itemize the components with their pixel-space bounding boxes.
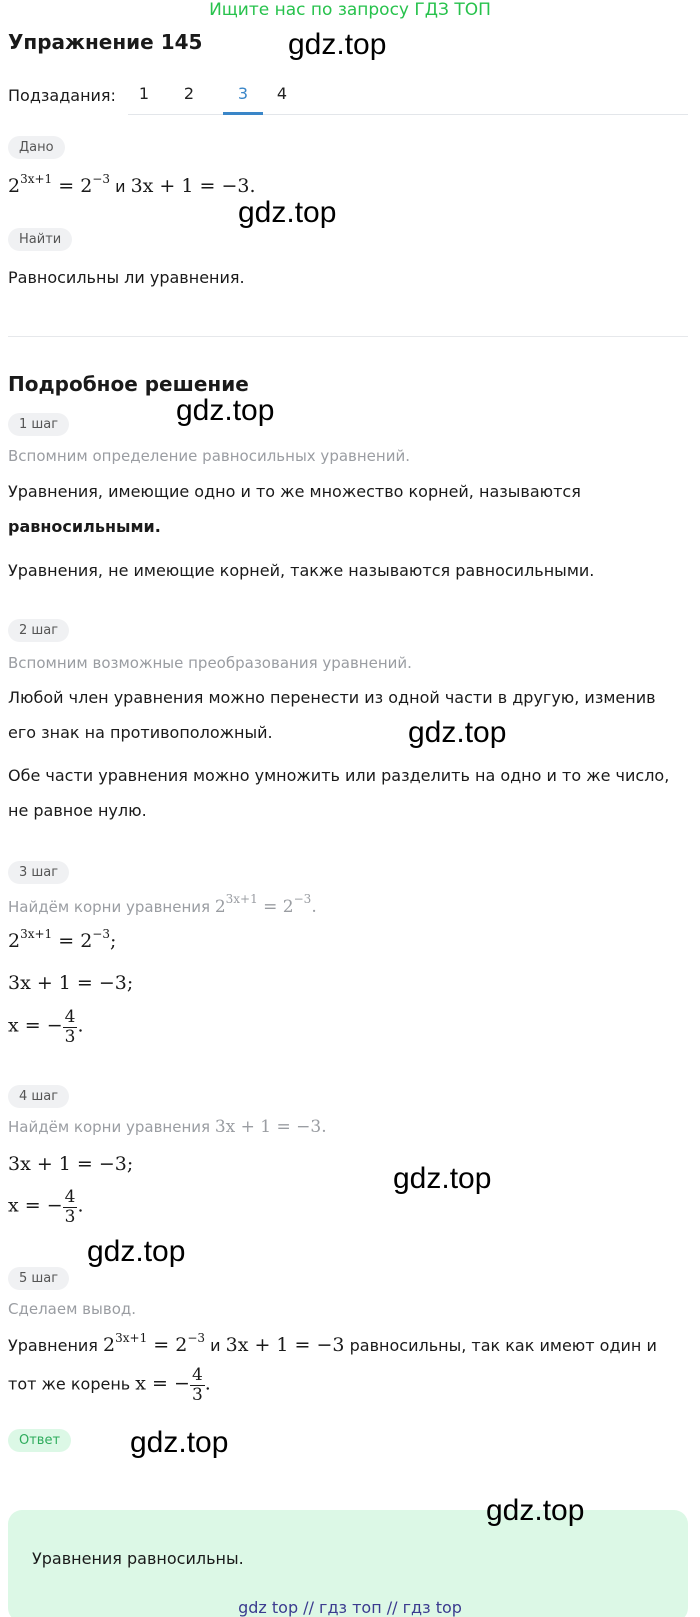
step-2-badge: 2 шаг <box>8 619 69 642</box>
watermark: gdz.top <box>288 28 387 61</box>
step-5-hint: Сделаем вывод. <box>8 1300 137 1318</box>
step-3-hint: Найдём корни уравнения $2^{3x+1} = 2^{-3}$. <box>8 892 317 917</box>
subtasks-label: Подзадания: <box>8 86 116 105</box>
step-2-hint: Вспомним возможные преобразования уравнений. <box>8 654 412 672</box>
step-5-conclusion-2: тот же корень x = − $\frac{4}{3}$ . <box>8 1365 211 1405</box>
search-banner: Ищите нас по запросу ГДЗ ТОП <box>209 0 491 20</box>
step-1-bold-term: равносильными. <box>8 517 161 536</box>
step-3-equation-2: 3x + 1 = −3; <box>8 972 134 994</box>
step-3-badge: 3 шаг <box>8 861 69 884</box>
answer-text: Уравнения равносильны. <box>32 1549 244 1568</box>
find-badge: Найти <box>8 228 72 251</box>
watermark: gdz.top <box>486 1494 585 1527</box>
step-5-badge: 5 шаг <box>8 1267 69 1290</box>
solution-title: Подробное решение <box>8 372 249 396</box>
step-2-text-1b: его знак на противоположный. <box>8 723 273 742</box>
watermark: gdz.top <box>393 1162 492 1195</box>
watermark: gdz.top <box>87 1235 186 1268</box>
section-divider <box>8 336 688 337</box>
step-2-text-1a: Любой член уравнения можно перенести из одной части в другую, изменив <box>8 688 656 707</box>
watermark: gdz.top <box>408 716 507 749</box>
tab-subtask-4[interactable]: 4 <box>276 84 288 103</box>
tab-subtask-1[interactable]: 1 <box>138 84 150 103</box>
tab-subtask-3[interactable]: 3 <box>237 84 249 103</box>
step-1-text: Уравнения, имеющие одно и то же множество корней, называются <box>8 482 581 501</box>
step-5-conclusion-1: Уравнения $2^{3x+1} = 2^{-3}$ и 3x + 1 = −3 равносильны, так как имеют один и <box>8 1331 657 1356</box>
footer-links[interactable]: gdz top // гдз топ // гдз top <box>238 1598 462 1617</box>
step-4-hint: Найдём корни уравнения 3x + 1 = −3. <box>8 1117 327 1137</box>
step-4-solution: x = − $\frac{4}{3}$ . <box>8 1187 84 1227</box>
step-1-text-2: Уравнения, не имеющие корней, также называются равносильными. <box>8 561 595 580</box>
step-2-text-2a: Обе части уравнения можно умножить или разделить на одно и то же число, <box>8 766 670 785</box>
step-3-solution: x = − $\frac{4}{3}$ . <box>8 1007 84 1047</box>
tabs-divider <box>128 114 688 115</box>
answer-badge: Ответ <box>8 1429 71 1452</box>
active-tab-indicator <box>223 112 263 115</box>
watermark: gdz.top <box>176 394 275 427</box>
find-text: Равносильны ли уравнения. <box>8 268 245 287</box>
step-4-badge: 4 шаг <box>8 1085 69 1108</box>
step-1-hint: Вспомним определение равносильных уравнений. <box>8 447 410 465</box>
step-4-equation-1: 3x + 1 = −3; <box>8 1153 134 1175</box>
step-1-badge: 1 шаг <box>8 413 69 436</box>
watermark: gdz.top <box>130 1426 229 1459</box>
given-badge: Дано <box>8 136 65 159</box>
watermark: gdz.top <box>238 196 337 229</box>
page-title: Упражнение 145 <box>8 30 203 54</box>
step-3-equation-1: $2^{3x+1} = 2^{-3}$; <box>8 927 117 952</box>
tab-subtask-2[interactable]: 2 <box>183 84 195 103</box>
step-2-text-2b: не равное нулю. <box>8 801 147 820</box>
given-equations: $2^{3x+1} = 2^{-3}$ и 3x + 1 = −3. <box>8 172 256 197</box>
